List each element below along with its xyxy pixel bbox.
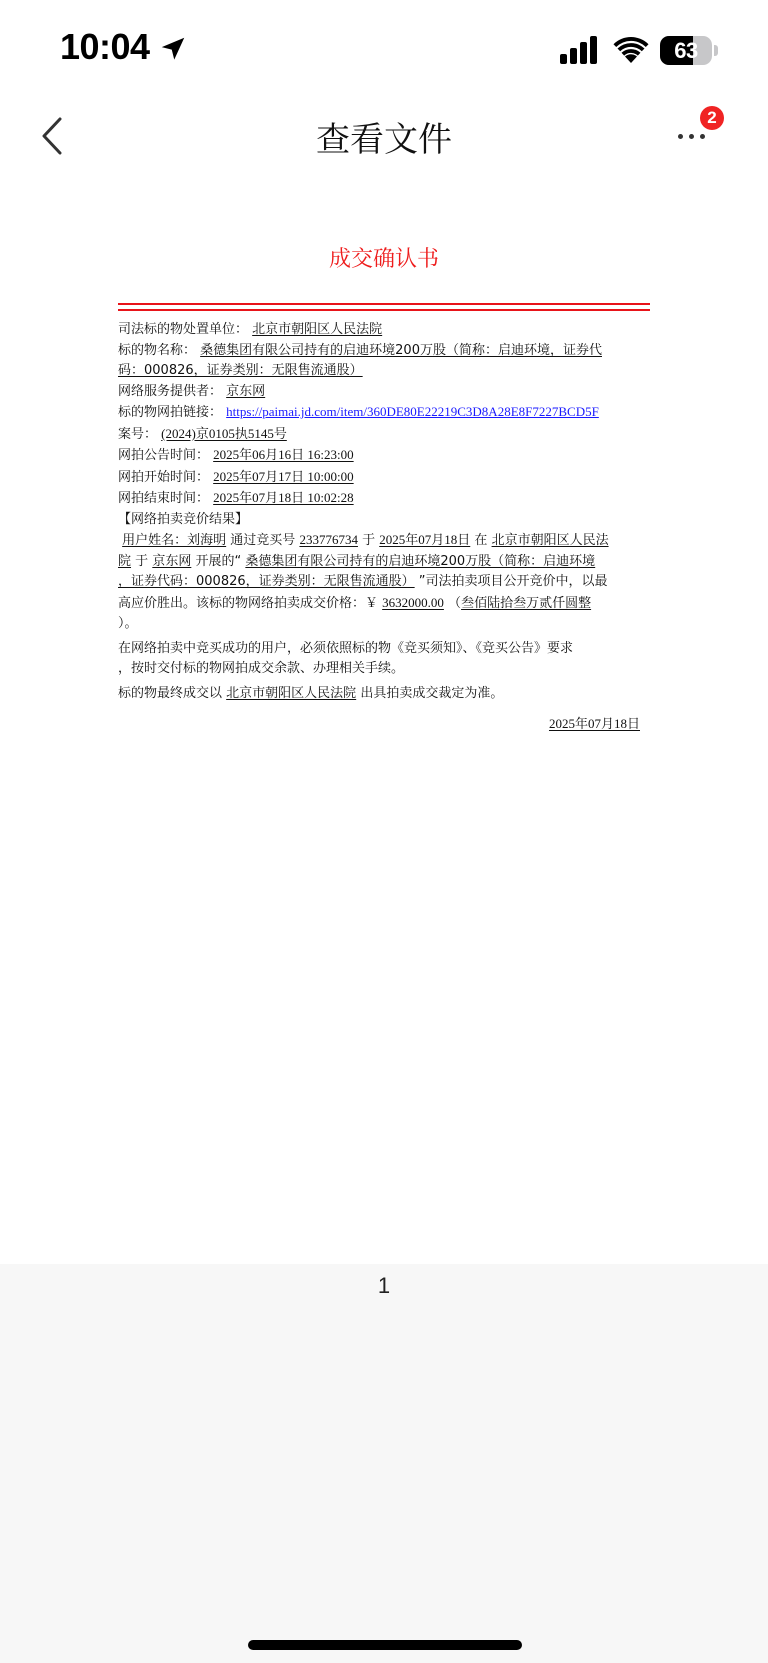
bid-number: 233776734	[299, 532, 358, 547]
notice-line: 在网络拍卖中竞买成功的用户，必须依照标的物《竞买须知》、《竞买公告》要求	[118, 640, 574, 656]
court-value: 北京市朝阳区人民法院	[252, 322, 383, 337]
field-end-time: 网拍结束时间： 2025年07月18日 10:02:28	[118, 490, 354, 506]
page-number: 1	[377, 1273, 391, 1298]
auction-link[interactable]: https://paimai.jd.com/item/360DE80E22219C3D8A28E8F7227BCD5F	[226, 404, 599, 419]
nav-bar	[0, 100, 768, 172]
notification-badge: 2	[700, 106, 724, 130]
provider-value: 京东网	[226, 383, 266, 399]
signature-date: 2025年07月18日	[548, 716, 640, 731]
more-dots-icon	[678, 134, 705, 139]
status-time: 10:04	[60, 26, 150, 67]
deal-date: 2025年07月18日	[379, 532, 471, 547]
document-page	[0, 180, 768, 1264]
location-arrow-icon	[158, 34, 188, 64]
page-title: 查看文件	[316, 120, 452, 160]
notice-line: ，按时交付标的物网拍成交余款、办理相关手续。	[118, 661, 405, 676]
home-indicator[interactable]	[248, 1640, 522, 1650]
battery-percent: 63	[674, 38, 698, 63]
final-statement: 标的物最终成交以 北京市朝阳区人民法院 出具拍卖成交裁定为准。	[118, 685, 504, 701]
field-item-cont: 码：000826，证券类别：无限售流通股）	[118, 363, 363, 378]
deal-price-words: 叁佰陆拾叁万贰仟圆整	[461, 595, 592, 611]
item-value: 桑德集团有限公司持有的启迪环境200万股（简称：启迪环境，证券代	[200, 342, 602, 358]
field-item: 标的物名称： 桑德集团有限公司持有的启迪环境200万股（简称：启迪环境，证券代	[118, 342, 602, 358]
status-bar	[0, 0, 768, 100]
field-court: 司法标的物处置单位： 北京市朝阳区人民法院	[118, 322, 383, 337]
field-case: 案号： (2024)京0105执5145号	[118, 425, 287, 442]
end-time-value: 2025年07月18日 10:02:28	[213, 490, 354, 505]
field-start-time: 网拍开始时间： 2025年07月17日 10:00:00	[118, 468, 354, 485]
platform-name: 京东网	[152, 553, 192, 569]
result-paragraph: 用户姓名：刘海明 通过竞买号 233776734 于 2025年07月18日 在 北京市朝阳区人民法 院 于 京东网 开展的“ 桑德集团有限公司持有的启迪环境200万股（简称：启迪环境 ，证券代码：000826，证券类别：无限售流通股） ”司法拍卖项目公开竞价中，以最 高应价胜出。该标的物网络拍卖成交价格：￥ 3632000.00 （叁佰陆拾叁万贰仟圆整 ）。	[118, 532, 609, 631]
document-title: 成交确认书	[328, 247, 439, 272]
cellular-signal-icon	[560, 36, 600, 64]
field-provider: 网络服务提供者： 京东网	[118, 383, 266, 399]
start-time-value: 2025年07月17日 10:00:00	[213, 468, 354, 484]
winner-name: 用户姓名：刘海明	[122, 533, 227, 548]
field-announce-time: 网拍公告时间： 2025年06月16日 16:23:00	[118, 447, 354, 463]
page-footer	[0, 1264, 768, 1663]
more-options-button[interactable]	[668, 108, 722, 158]
document-body	[118, 320, 650, 735]
field-link: 标的物网拍链接： https://paimai.jd.com/item/360DE80E22219C3D8A28E8F7227BCD5F	[118, 404, 599, 420]
wifi-icon	[612, 34, 650, 64]
title-divider-top	[118, 303, 650, 305]
title-divider-bottom	[118, 309, 650, 311]
case-value: (2024)京0105执5145号	[161, 425, 287, 441]
result-heading: 【网络拍卖竞价结果】	[118, 511, 249, 527]
announce-time-value: 2025年06月16日 16:23:00	[213, 447, 354, 462]
battery-indicator	[660, 36, 718, 65]
deal-price: 3632000.00	[382, 594, 444, 610]
